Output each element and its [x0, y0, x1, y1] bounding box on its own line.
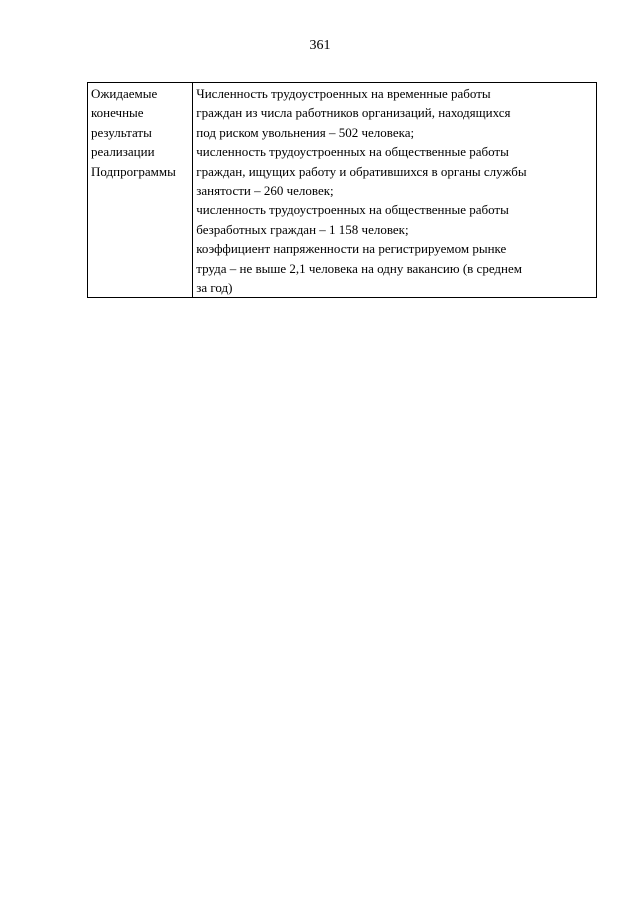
text-line: численность трудоустроенных на общественные работы	[196, 202, 509, 218]
text-cell	[193, 83, 597, 298]
label-line: Ожидаемые	[91, 86, 158, 101]
page-number: 361	[309, 38, 331, 53]
text-line: граждан, ищущих работу и обратившихся в органы службы	[196, 163, 527, 179]
table-row	[88, 83, 597, 298]
text-line: за год)	[196, 280, 233, 296]
label-line: результаты	[91, 124, 152, 140]
label-line: конечные	[91, 105, 144, 121]
text-line: занятости – 260 человек;	[196, 183, 334, 199]
text-line: под риском увольнения – 502 человека;	[196, 124, 415, 140]
text-line: Численность трудоустроенных на временные работы	[196, 86, 491, 101]
text-line: численность трудоустроенных на общественные работы	[196, 144, 509, 160]
text-line: коэффициент напряженности на регистрируемом рынке	[196, 241, 507, 257]
results-table	[87, 82, 597, 298]
label-line: реализации	[91, 144, 155, 160]
text-line: безработных граждан – 1 158 человек;	[196, 221, 409, 237]
label-line: Подпрограммы	[91, 163, 176, 179]
text-line: граждан из числа работников организаций, находящихся	[196, 105, 511, 121]
text-line: труда – не выше 2,1 человека на одну вакансию (в среднем	[196, 260, 522, 276]
label-cell	[88, 83, 193, 298]
